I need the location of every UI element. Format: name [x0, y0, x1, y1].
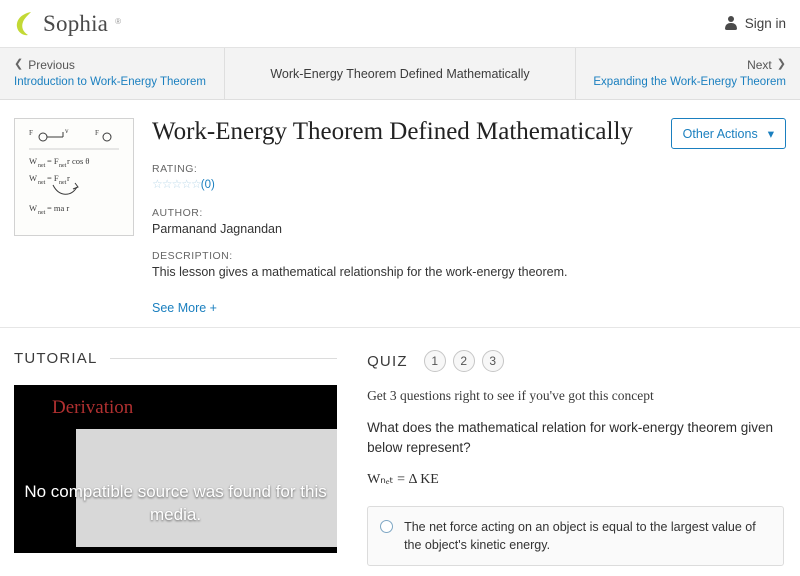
- chevron-left-icon: ❮: [14, 58, 24, 71]
- description-label: DESCRIPTION:: [152, 250, 233, 262]
- sign-in-label: Sign in: [744, 16, 786, 31]
- svg-text:net: net: [59, 180, 67, 186]
- brand-trademark: ®: [115, 16, 121, 26]
- rating-value: [152, 175, 786, 193]
- previous-lesson-nav[interactable]: [0, 48, 225, 99]
- other-actions-button[interactable]: [671, 118, 786, 149]
- top-bar: [0, 0, 800, 48]
- lesson-nav-bar: [0, 48, 800, 100]
- svg-text:= ma r: = ma r: [47, 203, 70, 213]
- quiz-question-2[interactable]: 2: [453, 350, 475, 372]
- other-actions-label: Other Actions: [682, 126, 758, 141]
- video-player[interactable]: [14, 385, 337, 553]
- quiz-question-1[interactable]: 1: [424, 350, 446, 372]
- lesson-header: [0, 100, 800, 328]
- video-error-message: No compatible source was found for this media.: [24, 482, 327, 524]
- quiz-equation: Wₙₑₜ = Δ KE: [367, 472, 439, 488]
- video-overlay-title: Derivation: [52, 397, 134, 418]
- quiz-question-nav: [424, 350, 504, 372]
- previous-kicker: Previous: [28, 57, 75, 72]
- tutorial-header: [14, 350, 337, 367]
- see-more-link[interactable]: See More +: [152, 301, 217, 315]
- previous-lesson-link[interactable]: Introduction to Work-Energy Theorem: [14, 75, 206, 88]
- tutorial-section: [0, 328, 351, 566]
- star-rating-icon[interactable]: ☆☆☆☆☆: [152, 177, 201, 191]
- svg-text:W: W: [29, 156, 38, 166]
- radio-button-icon[interactable]: [380, 520, 393, 533]
- quiz-header: [367, 350, 784, 372]
- next-lesson-link[interactable]: Expanding the Work-Energy Theorem: [593, 75, 786, 88]
- svg-text:= F: = F: [47, 156, 59, 166]
- sign-in-button[interactable]: [725, 16, 786, 31]
- content-area: [0, 328, 800, 566]
- quiz-answer-option-1[interactable]: [367, 506, 784, 566]
- lesson-thumbnail[interactable]: [14, 118, 134, 236]
- quiz-answer-text: The net force acting on an object is equal to the largest value of the object's kinetic energy.: [404, 520, 756, 553]
- quiz-question-text: What does the mathematical relation for work-energy theorem given below represent?: [367, 420, 774, 455]
- tutorial-divider: [110, 358, 338, 359]
- author-label: AUTHOR:: [152, 207, 203, 219]
- page-title: Work-Energy Theorem Defined Mathematically: [152, 118, 633, 145]
- svg-text:F: F: [29, 129, 33, 137]
- sophia-leaf-icon: [14, 11, 36, 37]
- svg-text:net: net: [38, 180, 46, 186]
- brand-logo[interactable]: [14, 11, 121, 37]
- svg-text:F: F: [95, 129, 99, 137]
- svg-text:v: v: [65, 127, 69, 135]
- brand-name: Sophia: [43, 10, 109, 36]
- quiz-title: QUIZ: [367, 352, 408, 370]
- svg-text:net: net: [38, 210, 46, 216]
- next-kicker: Next: [747, 57, 772, 72]
- svg-text:W: W: [29, 203, 38, 213]
- rating-count[interactable]: (0): [200, 179, 215, 191]
- rating-label: RATING:: [152, 163, 198, 175]
- svg-text:r: r: [67, 173, 70, 183]
- chevron-down-icon: ▾: [767, 127, 774, 141]
- quiz-intro-text: Get 3 questions right to see if you've got this concept: [367, 388, 654, 403]
- current-lesson-title-text: Work-Energy Theorem Defined Mathematically: [270, 66, 530, 81]
- description-text: This lesson gives a mathematical relationship for the work-energy theorem.: [152, 265, 568, 279]
- author-name: Parmanand Jagnandan: [152, 222, 282, 236]
- quiz-question-3[interactable]: 3: [482, 350, 504, 372]
- svg-text:net: net: [59, 163, 67, 169]
- svg-text:W: W: [29, 173, 38, 183]
- svg-text:net: net: [38, 163, 46, 169]
- chevron-right-icon: ❯: [776, 58, 786, 71]
- next-lesson-nav[interactable]: [575, 48, 800, 99]
- tutorial-title: TUTORIAL: [14, 350, 98, 367]
- person-icon: [725, 16, 738, 31]
- svg-text:= F: = F: [47, 173, 59, 183]
- quiz-section: [351, 328, 800, 566]
- lesson-info: [152, 118, 786, 317]
- svg-text:r cos θ: r cos θ: [67, 156, 90, 166]
